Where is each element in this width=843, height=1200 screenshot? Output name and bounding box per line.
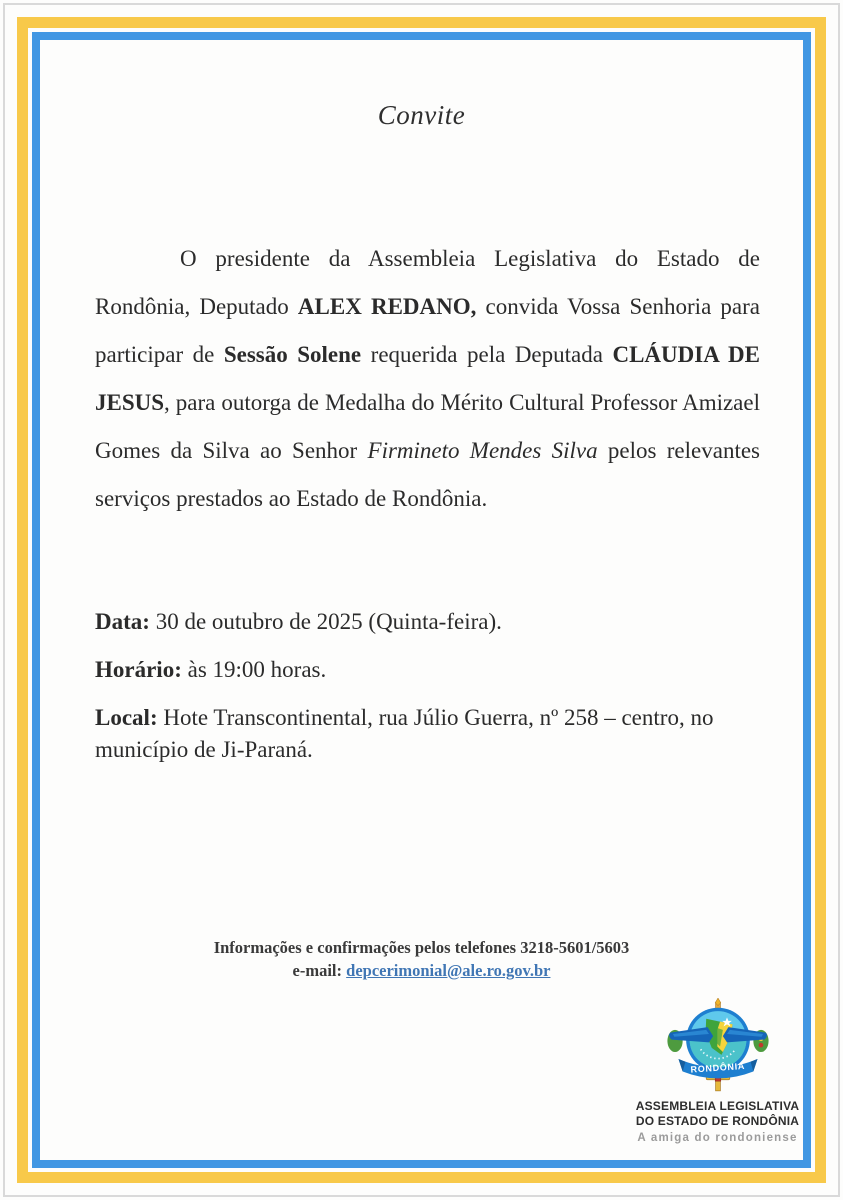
- document-title: Convite: [377, 100, 466, 130]
- contact-info-line: Informações e confirmações pelos telefones 3218-5601/5603: [213, 938, 630, 957]
- invitation-text: requerida pela Deputada: [361, 342, 613, 367]
- invitation-text: O presidente da Assembleia Legislativa do Estado de Rondônia, Deputado: [95, 246, 760, 319]
- location-row: [95, 702, 763, 766]
- rondonia-coat-of-arms-icon: [666, 998, 770, 1095]
- location-value: Hote Transcontinental, rua Júlio Guerra, nº 258 – centro, no município de Ji-Paraná.: [95, 705, 714, 762]
- date-row: [95, 606, 763, 638]
- time-value: às 19:00 horas.: [181, 657, 327, 682]
- invitation-text: pelos relevantes serviços prestados ao Estado de Rondônia.: [95, 438, 760, 511]
- location-label: Local:: [95, 705, 158, 730]
- invitation-paragraph: [95, 235, 760, 523]
- time-label: Horário:: [95, 657, 182, 682]
- org-name-line2: DO ESTADO DE RONDÔNIA: [635, 1113, 800, 1128]
- time-row: [95, 654, 763, 686]
- session-type: Sessão Solene: [223, 342, 362, 367]
- honoree-name: Firmineto Mendes Silva: [367, 438, 598, 463]
- email-link[interactable]: depcerimonial@ale.ro.gov.br: [346, 961, 551, 980]
- date-value: 30 de outubro de 2025 (Quinta-feira).: [149, 609, 502, 634]
- footer-contact: [0, 936, 843, 982]
- org-tagline: A amiga do rondoniense: [637, 1132, 798, 1144]
- deputy-name: CLÁUDIA DE JESUS: [95, 342, 760, 415]
- ribbon-text: RONDÔNIA: [689, 1060, 745, 1075]
- date-label: Data:: [95, 609, 150, 634]
- event-details: [95, 606, 763, 782]
- invitation-text: , para outorga de Medalha do Mérito Cultural Professor Amizael Gomes da Silva ao Senhor: [95, 390, 760, 463]
- invitation-text: convida Vossa Senhoria para participar de: [95, 294, 761, 367]
- assembly-logo: [630, 998, 805, 1144]
- email-label: e-mail:: [292, 961, 347, 980]
- org-name-line1: ASSEMBLEIA LEGISLATIVA: [635, 1099, 800, 1113]
- contact-email-line: [0, 959, 843, 982]
- president-name: ALEX REDANO,: [297, 294, 477, 319]
